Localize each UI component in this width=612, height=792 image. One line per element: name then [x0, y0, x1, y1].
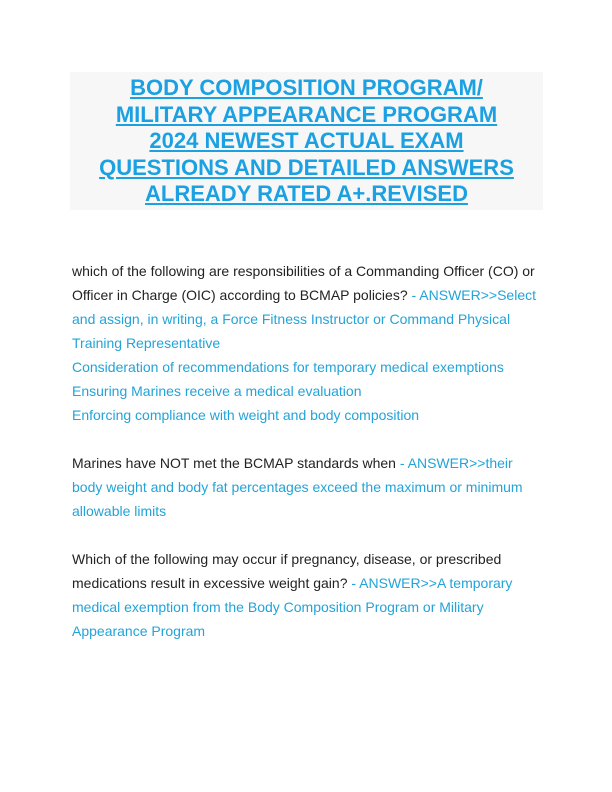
answer-text: Select and assign, in writing, a Force Fitness Instructor or Command Physical Training Representative [72, 287, 537, 351]
answer-prefix: - ANSWER>> [407, 287, 498, 303]
question-text: which of the following are responsibilities of a Commanding Officer (CO) or Officer in Charge (OIC) according to BCMAP policies? [72, 263, 535, 303]
question-text: Marines have NOT met the BCMAP standards when [72, 455, 396, 471]
title-line: QUESTIONS AND DETAILED ANSWERS [99, 154, 514, 180]
qa-item [72, 547, 542, 643]
answer-text: Enforcing compliance with weight and body composition [72, 407, 420, 423]
qa-list [72, 259, 542, 667]
question-text: Which of the following may occur if pregnancy, disease, or prescribed medications result in excessive weight gain? [72, 551, 502, 591]
answer-text: their body weight and body fat percentages exceed the maximum or minimum allowable limits [72, 455, 523, 519]
answer-prefix: - ANSWER>> [347, 575, 437, 591]
title-line: BODY COMPOSITION PROGRAM/ [130, 75, 483, 100]
answer-prefix: - ANSWER>> [395, 455, 486, 471]
title-line: ALREADY RATED A+.REVISED [145, 181, 468, 206]
qa-item [72, 451, 542, 523]
answer-text: Consideration of recommendations for temporary medical exemptions [72, 359, 504, 375]
document-title [70, 72, 543, 210]
answer-text: Ensuring Marines receive a medical evaluation [72, 383, 362, 399]
title-line: 2024 NEWEST ACTUAL EXAM [149, 128, 464, 153]
answer-text: A temporary medical exemption from the Body Composition Program or Military Appearance Program [72, 575, 513, 639]
title-line: MILITARY APPEARANCE PROGRAM [115, 101, 498, 127]
qa-item [72, 259, 542, 427]
